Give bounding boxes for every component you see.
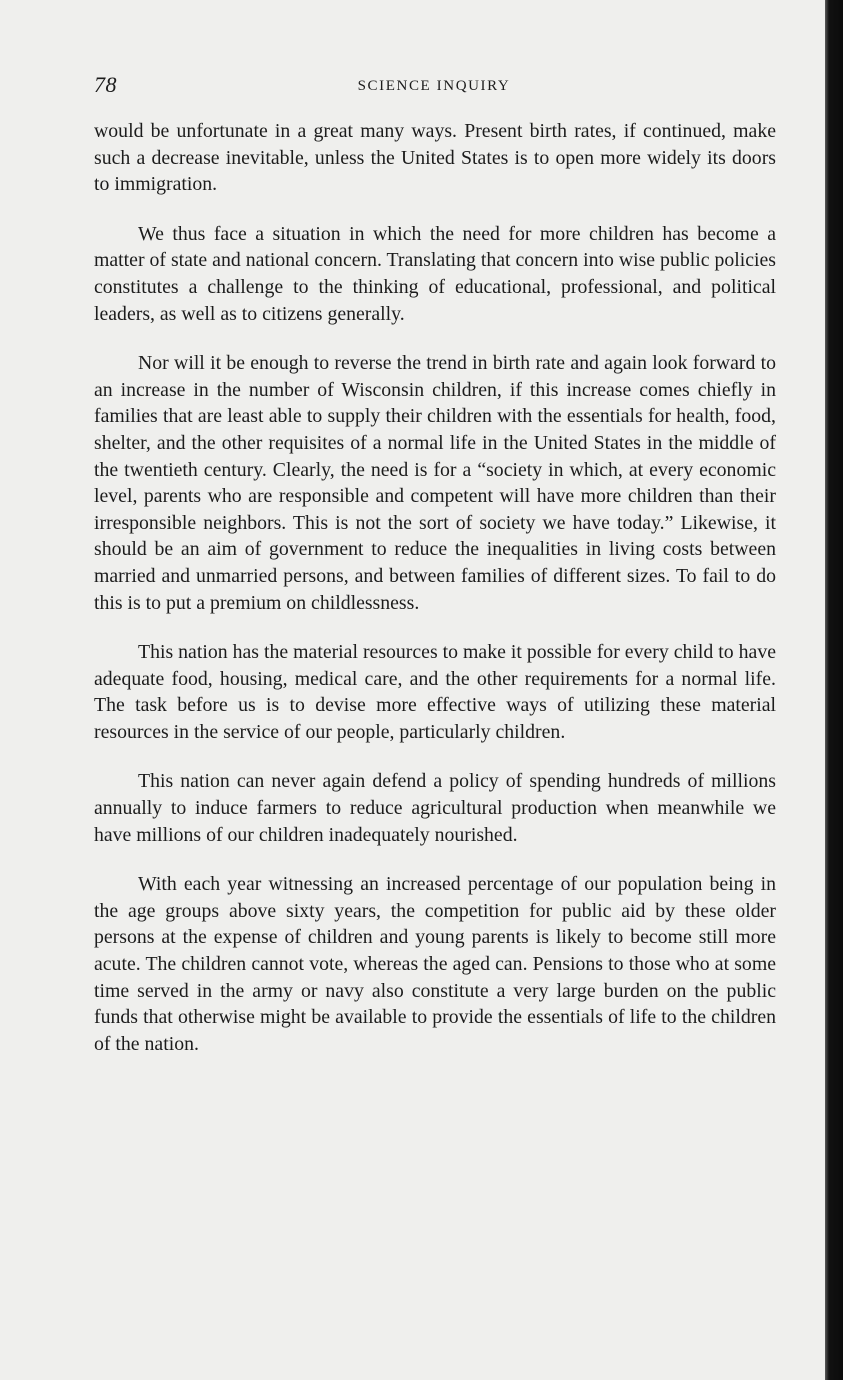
page-edge-shadow bbox=[825, 0, 843, 1380]
paragraph: With each year witnessing an increased percentage of our population being in the age groups above sixty years, the competition for public aid by these older persons at the expense of children and young parents is likely to become still more acute. The children cannot vote, whereas the aged can. Pensions to those who at some time served in the army or navy also constitute a very large burden on the public funds that otherwise might be available to provide the essentials of life to the children of the nation. bbox=[94, 873, 776, 1055]
page-header bbox=[94, 72, 774, 104]
body-text bbox=[94, 118, 776, 1080]
page-number: 78 bbox=[94, 72, 117, 97]
paragraph: Nor will it be enough to reverse the trend in birth rate and again look forward to an increase in the number of Wisconsin children, if this increase comes chiefly in families that are least able to supply their children with the essentials for health, food, shelter, and the other requisites of a normal life in the United States in the middle of the twentieth century. Clearly, the need is for a “society in which, at every economic level, parents who are responsible and competent will have more children than their irresponsible neighbors. This is not the sort of society we have today.” Likewise, it should be an aim of government to reduce the inequalities in living costs between married and unmarried persons, and between families of different sizes. To fail to do this is to put a premium on childlessness. bbox=[94, 352, 776, 614]
paragraph: We thus face a situation in which the need for more children has become a matter of state and national concern. Translating that concern into wise public policies constitutes a challenge to the thinking of educational, professional, and political leaders, as well as to citizens generally. bbox=[94, 222, 776, 325]
paragraph: This nation has the material resources to make it possible for every child to have adequate food, housing, medical care, and the other requirements for a normal life. The task before us is to devise more effective ways of utilizing these material resources in the service of our people, particularly children. bbox=[94, 641, 776, 743]
paragraph: This nation can never again defend a policy of spending hundreds of millions annually to induce farmers to reduce agricultural production when meanwhile we have millions of our children inadequately nourished. bbox=[94, 770, 776, 846]
running-head: SCIENCE INQUIRY bbox=[357, 78, 511, 94]
paragraph-continued: would be unfortunate in a great many ways. Present birth rates, if continued, make such a decrease inevitable, unless the United States is to open more widely its doors to immigration. bbox=[94, 120, 776, 196]
